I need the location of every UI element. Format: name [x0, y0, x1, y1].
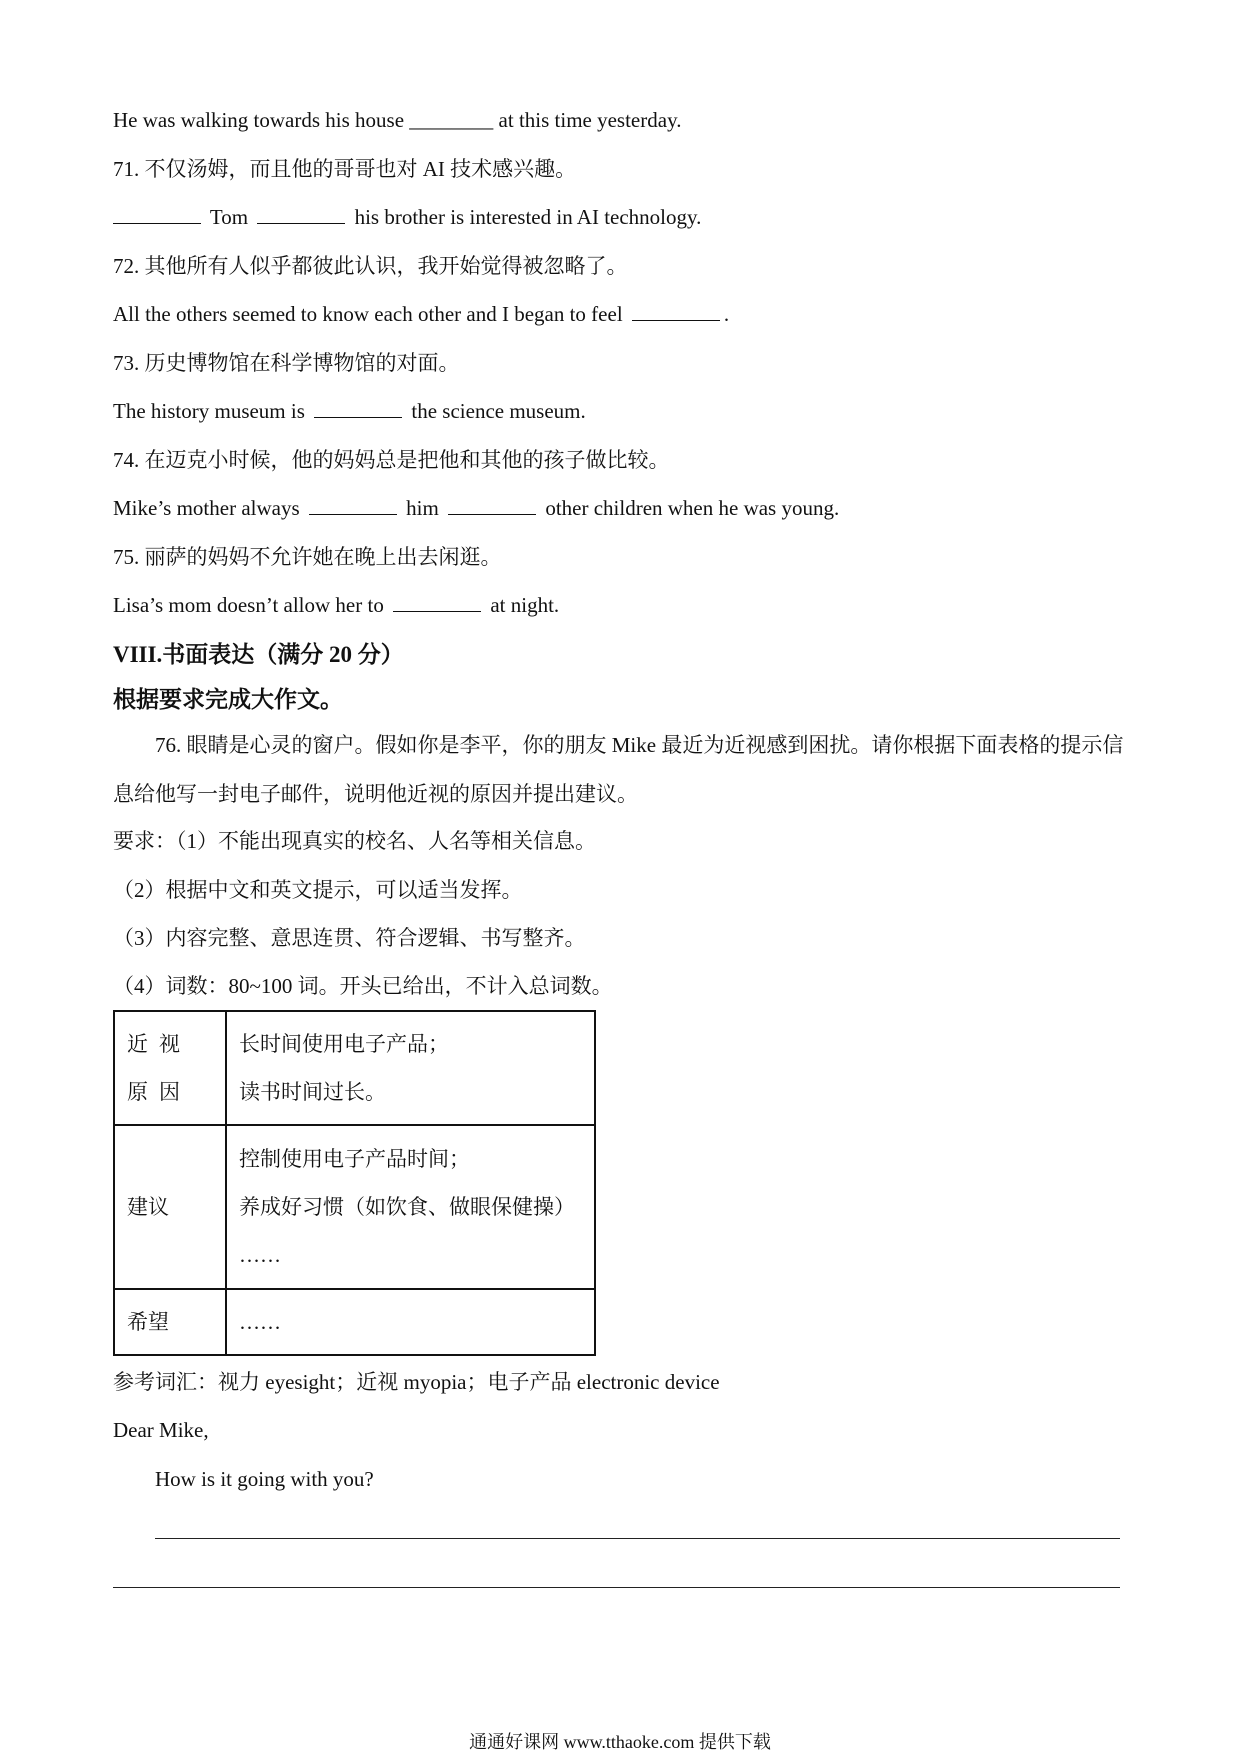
table-value-cell: [226, 1125, 595, 1289]
q73-chinese: 73. 历史博物馆在科学博物馆的对面。: [113, 351, 460, 375]
q72-text: All the others seemed to know each other and I began to feel: [113, 302, 623, 326]
q74-chinese: 74. 在迈克小时候，他的妈妈总是把他和其他的孩子做比较。: [113, 448, 670, 472]
q75-chinese: 75. 丽萨的妈妈不允许她在晚上出去闲逛。: [113, 545, 502, 569]
q74-english: [113, 494, 839, 522]
requirement-2: （2）根据中文和英文提示，可以适当发挥。: [113, 878, 523, 902]
vocabulary-line: 参考词汇：视力 eyesight；近视 myopia；电子产品 electronic device: [113, 1370, 720, 1394]
q72-chinese: 72. 其他所有人似乎都彼此认识，我开始觉得被忽略了。: [113, 254, 628, 278]
q75-text-a: Lisa’s mom doesn’t allow her to: [113, 593, 384, 617]
q73-english: [113, 397, 586, 425]
q74-text-c: other children when he was young.: [545, 496, 840, 520]
requirement-3: （3）内容完整、意思连贯、符合逻辑、书写整齐。: [113, 926, 586, 950]
table-row: [114, 1125, 595, 1289]
writing-line[interactable]: [155, 1538, 1120, 1539]
row2-value-c: ……: [239, 1243, 281, 1267]
q74-text-b: him: [406, 496, 439, 520]
section-subtitle: 根据要求完成大作文。: [113, 687, 343, 712]
table-key-cell: 建议: [114, 1125, 226, 1289]
row2-value-b: 养成好习惯（如饮食、做眼保健操）: [239, 1195, 575, 1219]
requirement-1: 要求：（1）不能出现真实的校名、人名等相关信息。: [113, 829, 596, 853]
answer-blank[interactable]: [632, 300, 720, 321]
table-value-cell: [226, 1011, 595, 1125]
table-row: [114, 1011, 595, 1125]
q73-text-a: The history museum is: [113, 399, 305, 423]
table-key-cell: 希望: [114, 1289, 226, 1355]
requirement-4: （4）词数：80~100 词。开头已给出，不计入总词数。: [113, 974, 613, 998]
answer-blank[interactable]: [309, 494, 397, 515]
row1-key: 近视原因: [127, 1032, 191, 1104]
answer-blank[interactable]: [257, 203, 345, 224]
answer-blank[interactable]: [393, 591, 481, 612]
q70-english: He was walking towards his house ________ at this time yesterday.: [113, 108, 682, 132]
table-key-cell: [114, 1011, 226, 1125]
answer-blank[interactable]: [113, 203, 201, 224]
writing-line[interactable]: [113, 1587, 1120, 1588]
footer-text: 通通好课网 www.tthaoke.com 提供下载: [469, 1732, 771, 1752]
q72-english: All the others seemed to know each other and I began to feel .: [113, 302, 730, 326]
row1-value-b: 读书时间过长。: [239, 1080, 386, 1104]
task-prompt: 76. 眼睛是心灵的窗户。假如你是李平，你的朋友 Mike 最近为近视感到困扰。请你根据下面表格的提示信息给他写一封电子邮件，说明他近视的原因并提出建议。: [113, 733, 1124, 806]
q71-text-b: his brother is interested in AI technology.: [354, 205, 702, 229]
letter-opening: How is it going with you?: [155, 1467, 374, 1491]
row1-value-a: 长时间使用电子产品；: [239, 1032, 449, 1056]
q71-english: [113, 203, 701, 231]
answer-blank[interactable]: [448, 494, 536, 515]
q75-english: [113, 591, 559, 619]
section-title: VIII.书面表达（满分 20 分）: [113, 642, 404, 667]
row2-value-a: 控制使用电子产品时间；: [239, 1147, 470, 1171]
q75-text-b: at night.: [490, 593, 560, 617]
letter-greeting: Dear Mike,: [113, 1418, 209, 1442]
q73-text-b: the science museum.: [411, 399, 586, 423]
q74-text-a: Mike’s mother always: [113, 496, 300, 520]
table-value-cell: ……: [226, 1289, 595, 1355]
q71-text-a: Tom: [209, 205, 249, 229]
answer-blank[interactable]: [314, 397, 402, 418]
table-row: [114, 1289, 595, 1355]
q71-chinese: 71. 不仅汤姆，而且他的哥哥也对 AI 技术感兴趣。: [113, 157, 577, 181]
hint-table: [113, 1010, 596, 1356]
